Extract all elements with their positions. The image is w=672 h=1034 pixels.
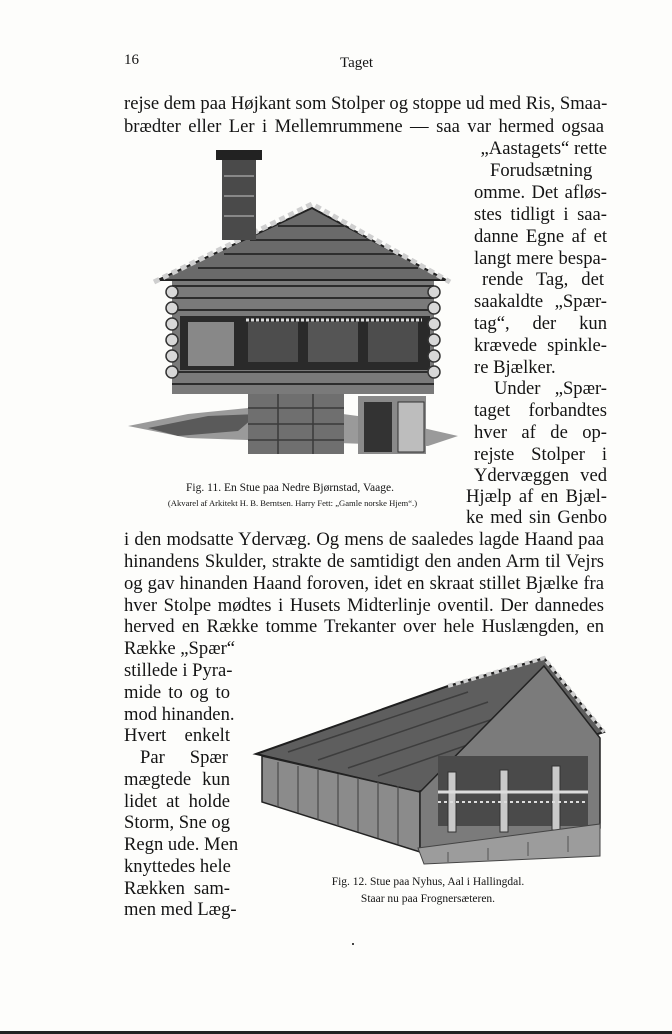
text-line: Storm, Sne og [124,812,230,833]
text-line: krævede spinkle- [474,335,607,356]
figure-11-illustration [128,146,468,478]
running-head: Taget [340,55,374,71]
figure-12-caption: Fig. 12. Stue paa Nyhus, Aal i Hallingdal. [331,876,525,888]
text-line: mide to og to [124,682,230,703]
text-line: Forudsætning [490,160,593,181]
text-line: men med Læg- [124,899,237,920]
text-line: hinandens Skulder, strakte de samtidigt den anden Arm til Vejrs [124,551,604,572]
text-line: taget forbandtes [474,400,607,421]
text-line: „Aastagets“ rette [480,138,607,159]
text-line: rejste Stolper i [474,444,607,465]
text-line: mod hinanden. [124,704,235,725]
text-line: re Bjælker. [474,357,556,378]
text-line: knyttedes hele [124,856,231,877]
figure-12-illustration [248,652,606,866]
text-line: mægtede kun [124,769,230,790]
text-line: herved en Række tomme Trekanter over hele Huslængden, en [124,616,604,637]
text-line: saakaldte „Spær- [474,291,607,312]
text-line: hver af de op- [474,422,607,443]
text-line: langt mere bespa- [474,248,607,269]
text-line: tag“, der kun [474,313,607,334]
text-line: danne Egne af et [474,226,607,247]
text-line: hver Stolpe mødtes i Husets Midterlinje oventil. Der dannedes [124,595,604,616]
text-line: og gav hinanden Haand foroven, idet en skraat stillet Bjælke fra [124,573,604,594]
text-line: brædter eller Ler i Mellemrummene — saa var hermed ogsaa [124,116,604,137]
text-line: rende Tag, det [482,269,604,290]
text-line: stes tidligt i saa- [474,204,607,225]
text-line: Hjælp af en Bjæl- [466,486,607,507]
text-line: Række „Spær“ [124,638,236,659]
figure-11-credit: (Akvarel af Arkitekt H. B. Berntsen. Harry Fett: „Gamle norske Hjem“.) [167,498,418,508]
text-line: Ydervæggen ved [474,465,607,486]
figure-11-caption: Fig. 11. En Stue paa Nedre Bjørnstad, Vaage. [186,482,394,494]
ink-speck [352,943,354,945]
text-line: rejse dem paa Højkant som Stolper og stoppe ud med Ris, Smaa- [124,93,608,114]
text-line: omme. Det afløs- [474,182,607,203]
text-line: ke med sin Genbo [466,507,607,528]
text-line: i den modsatte Ydervæg. Og mens de saaledes lagde Haand paa [124,529,604,550]
text-line: stillede i Pyra- [124,660,233,681]
text-line: lidet at holde [124,791,230,812]
text-line: Hvert enkelt [124,725,230,746]
figure-12-caption-2: Staar nu paa Frognersæteren. [360,893,496,905]
text-line: Rækken sam- [124,878,230,899]
page-number: 16 [124,52,139,68]
text-line: Under „Spær- [494,378,607,399]
text-line: Par Spær [140,747,228,768]
text-line: Regn ude. Men [124,834,239,855]
